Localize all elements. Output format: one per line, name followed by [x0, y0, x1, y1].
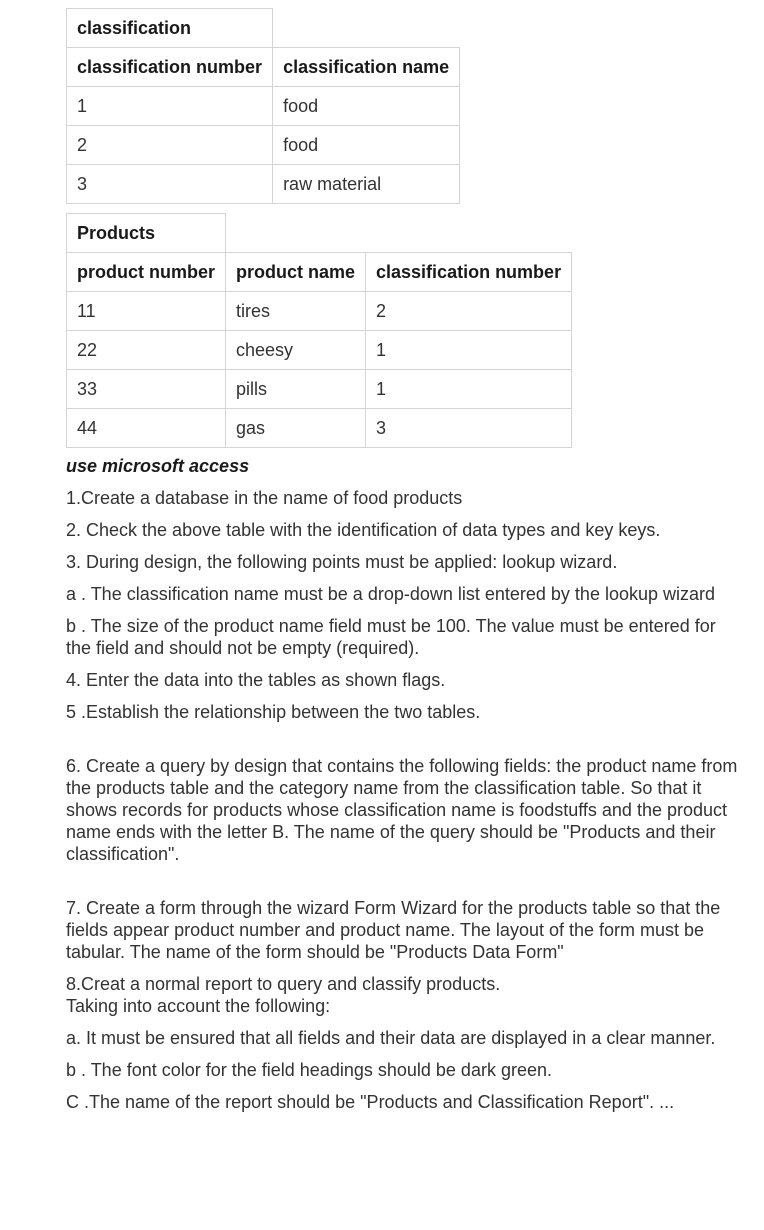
table-row [67, 331, 572, 370]
classification-table [66, 8, 460, 204]
table-header-row [67, 253, 572, 292]
table-cell: tires [226, 292, 366, 331]
table-cell: cheesy [226, 331, 366, 370]
instruction-item: 1.Create a database in the name of food products [66, 488, 463, 508]
table-cell: 1 [366, 331, 572, 370]
instruction-item: b . The font color for the field headings should be dark green. [66, 1060, 552, 1080]
table-row [67, 370, 572, 409]
table-cell: 2 [67, 126, 273, 165]
table-cell: 33 [67, 370, 226, 409]
column-header: classification name [273, 48, 460, 87]
column-header: product number [67, 253, 226, 292]
table-cell: 1 [366, 370, 572, 409]
table-row [67, 165, 460, 204]
table-cell: 22 [67, 331, 226, 370]
instruction-item [66, 973, 738, 1017]
instruction-item: 6. Create a query by design that contains the following fields: the product name from the products table and the category name from the classification table. So that it shows records for products whose classification name is foodstuffs and the product name ends with the letter B. The name of the query should be "Products and their classification". [66, 756, 738, 864]
table-cell: 3 [67, 165, 273, 204]
table-cell: raw material [273, 165, 460, 204]
table-cell: 1 [67, 87, 273, 126]
instruction-line: Taking into account the following: [66, 996, 331, 1016]
instructions-heading: use microsoft access [66, 456, 250, 476]
instruction-item: 7. Create a form through the wizard Form Wizard for the products table so that the fields appear product number and product name. The layout of the form must be tabular. The name of the form should be "Products Data Form" [66, 898, 721, 962]
table-cell: gas [226, 409, 366, 448]
table-cell: food [273, 87, 460, 126]
instruction-item: b . The size of the product name field must be 100. The value must be entered for the field and should not be empty (required). [66, 616, 716, 658]
column-header: classification number [67, 48, 273, 87]
table-title: classification [67, 9, 273, 48]
table-cell: 11 [67, 292, 226, 331]
instruction-item: 3. During design, the following points must be applied: lookup wizard. [66, 552, 618, 572]
instruction-item: C .The name of the report should be "Products and Classification Report". ... [66, 1092, 675, 1112]
instruction-item: a. It must be ensured that all fields and their data are displayed in a clear manner. [66, 1028, 716, 1048]
table-cell: 44 [67, 409, 226, 448]
instruction-line: 8.Creat a normal report to query and classify products. [66, 974, 501, 994]
instruction-item: 5 .Establish the relationship between the two tables. [66, 702, 481, 722]
table-row [67, 126, 460, 165]
table-cell: food [273, 126, 460, 165]
column-header: product name [226, 253, 366, 292]
table-row [67, 87, 460, 126]
table-title-row [67, 9, 460, 48]
table-row [67, 292, 572, 331]
instructions [66, 455, 738, 1123]
table-cell: 3 [366, 409, 572, 448]
table-row [67, 409, 572, 448]
table-title-row [67, 214, 572, 253]
table-title: Products [67, 214, 226, 253]
table-cell: pills [226, 370, 366, 409]
instruction-item: 4. Enter the data into the tables as shown flags. [66, 670, 446, 690]
products-table [66, 213, 572, 448]
table-cell: 2 [366, 292, 572, 331]
table-header-row [67, 48, 460, 87]
column-header: classification number [366, 253, 572, 292]
instruction-item: a . The classification name must be a drop-down list entered by the lookup wizard [66, 584, 716, 604]
instruction-item: 2. Check the above table with the identification of data types and key keys. [66, 520, 661, 540]
